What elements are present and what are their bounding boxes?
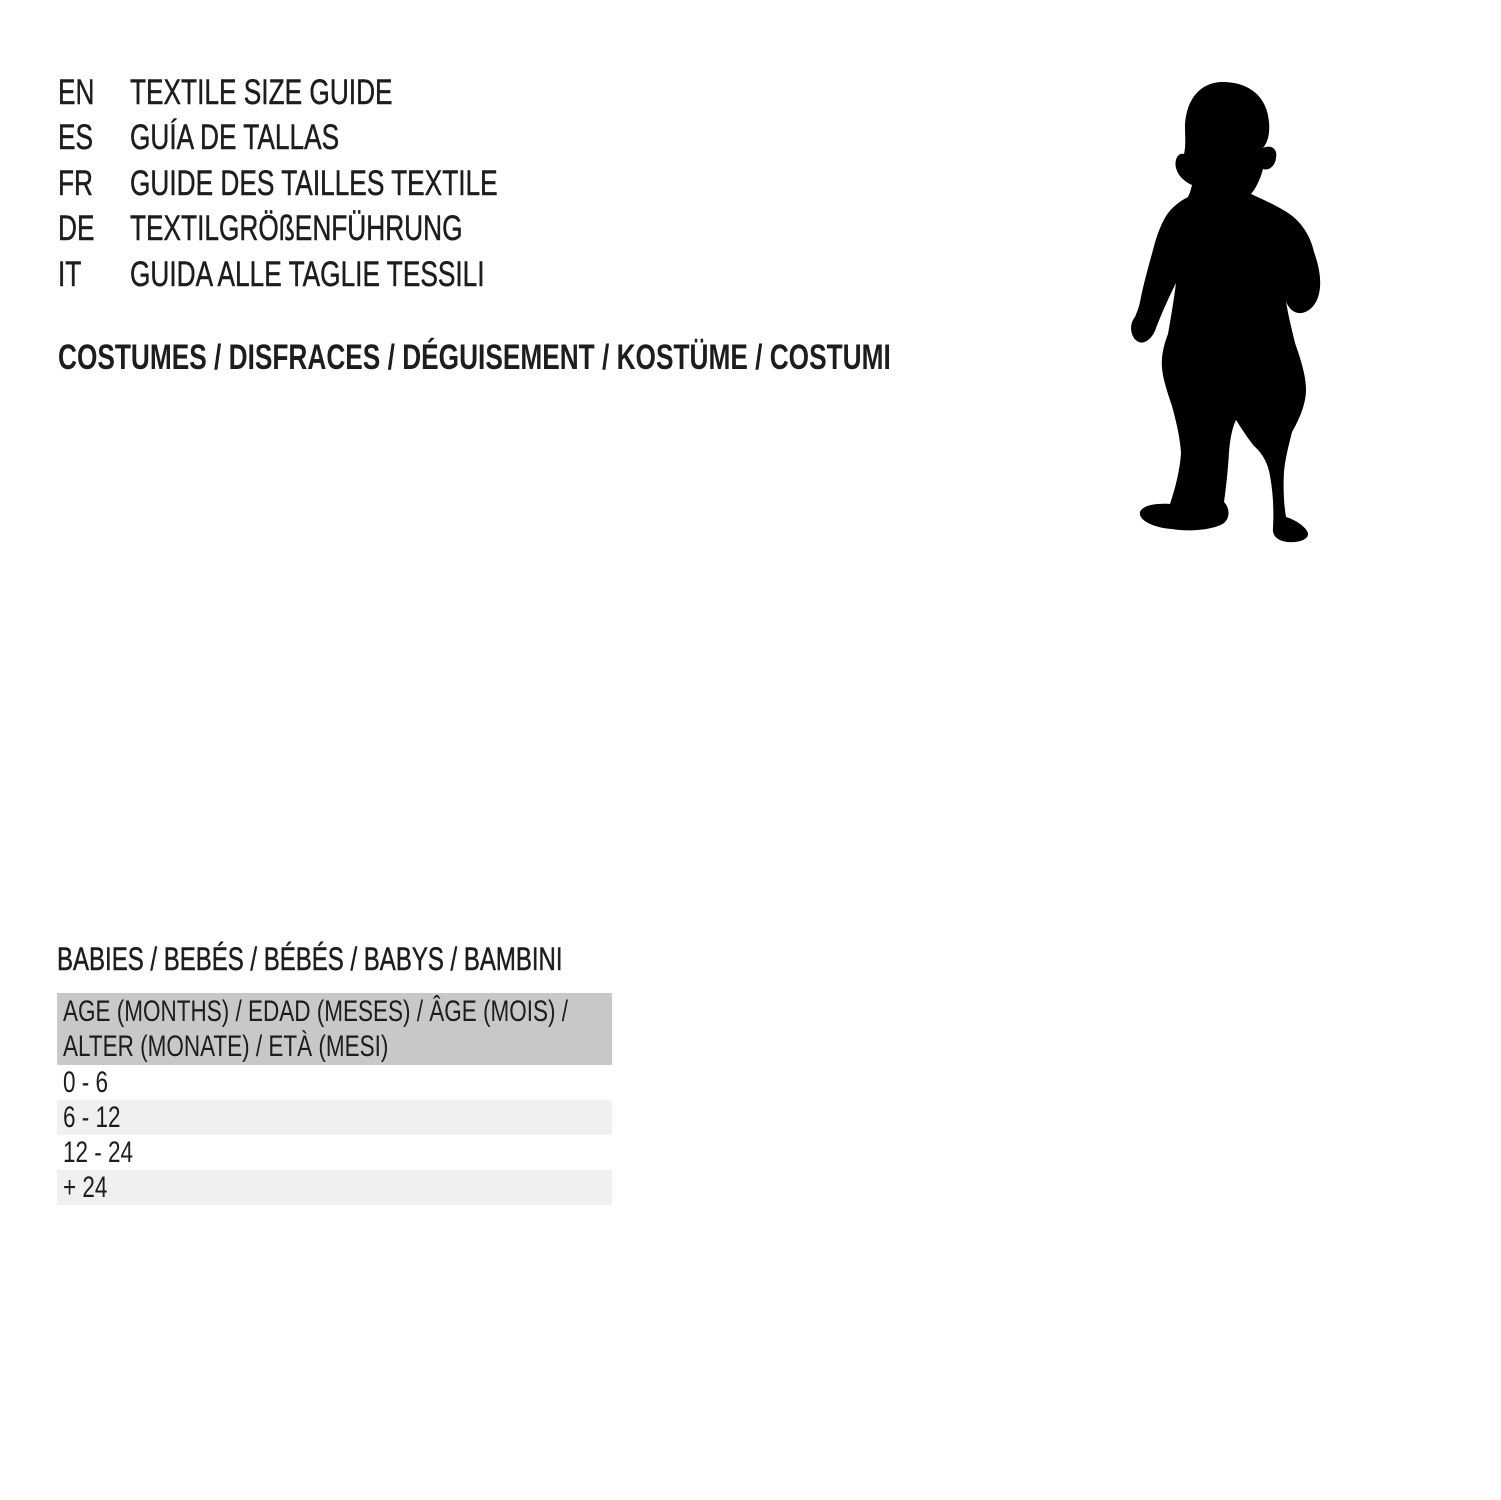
language-row-de: [58, 206, 620, 251]
table-row: 6 - 12: [57, 1100, 612, 1135]
baby-silhouette-shape: [1131, 82, 1320, 542]
language-label: GUÍA DE TALLAS: [130, 118, 340, 158]
language-row-es: [58, 115, 620, 160]
table-row: 0 - 6: [63, 1066, 109, 1099]
language-label: TEXTILGRÖßENFÜHRUNG: [130, 209, 463, 249]
babies-age-table: [57, 993, 612, 1205]
baby-silhouette-icon: [1128, 80, 1324, 546]
age-table-header-line1: AGE (MONTHS) / EDAD (MESES) / ÂGE (MOIS) /: [63, 995, 569, 1028]
age-table-header: [57, 993, 612, 1065]
language-label: GUIDA ALLE TAGLIE TESSILI: [130, 254, 485, 294]
table-row: + 24: [57, 1170, 612, 1205]
age-table-header-line2: ALTER (MONATE) / ETÀ (MESI): [63, 1030, 389, 1063]
language-row-it: [58, 252, 620, 297]
table-row: 12 - 24: [63, 1136, 134, 1169]
babies-section-title: BABIES / BEBÉS / BÉBÉS / BABYS / BAMBINI: [57, 941, 563, 977]
language-code: FR: [58, 163, 93, 203]
language-code: ES: [58, 118, 94, 158]
language-code: IT: [58, 254, 82, 294]
baby-silhouette-illustration: [1128, 80, 1324, 546]
language-label: GUIDE DES TAILLES TEXTILE: [130, 163, 498, 203]
language-code: DE: [58, 209, 95, 249]
language-row-en: [58, 70, 620, 115]
language-list: [58, 70, 620, 297]
language-code: EN: [58, 73, 95, 112]
category-heading: COSTUMES / DISFRACES / DÉGUISEMENT / KOSTÜME / COSTUMI: [58, 338, 891, 377]
language-label: TEXTILE SIZE GUIDE: [130, 73, 393, 112]
language-row-fr: [58, 161, 620, 206]
